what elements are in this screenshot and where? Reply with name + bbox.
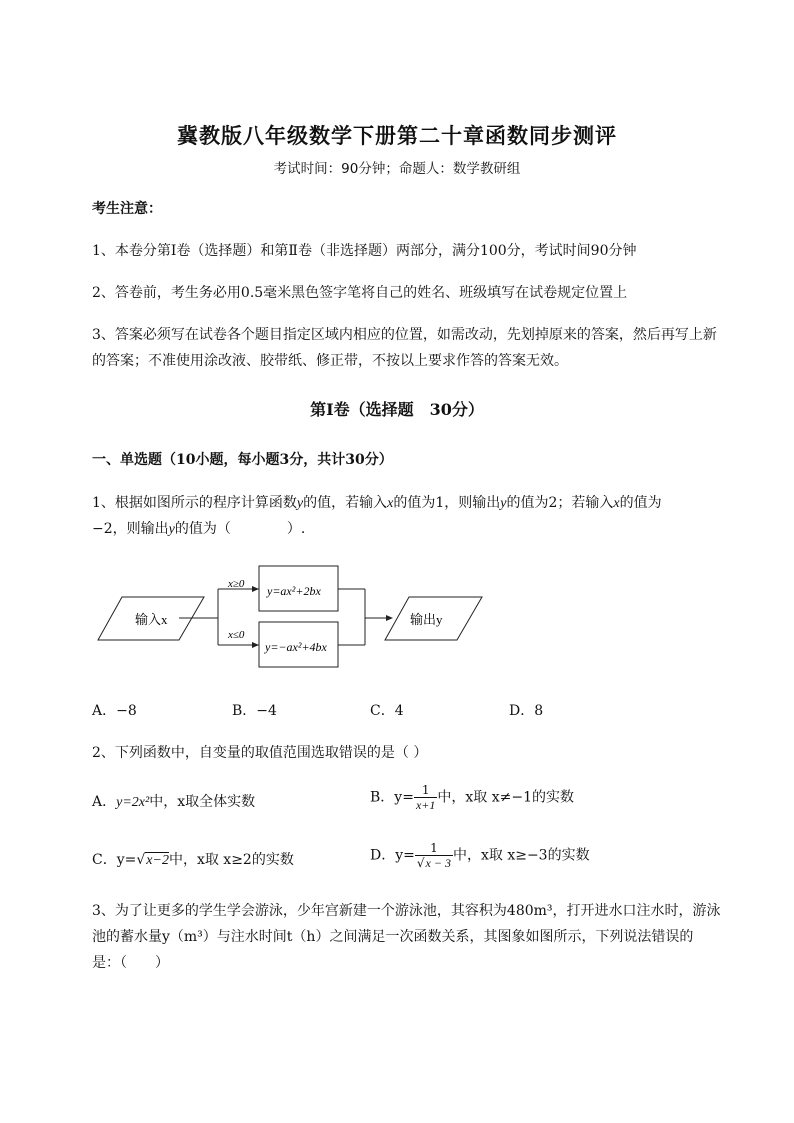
flow-cond-top: x≥0 [228, 578, 245, 590]
page-title: 冀教版八年级数学下册第二十章函数同步测评 [177, 123, 617, 148]
q2-option-b: B．y= $\frac{1}{x+1}$ 中，x取 x≠−1的实数 [370, 783, 574, 812]
flow-cond-bottom: x≤0 [228, 629, 245, 641]
notice-item-1: 1、本卷分第I卷（选择题）和第Ⅱ卷（非选择题）两部分，满分100分，考试时间90分钟 [92, 243, 637, 259]
question-1-line-1: 1、根据如图所示的程序计算函数y的值，若输入x的值为1，则输出y的值为2；若输入x的值为 [92, 495, 662, 511]
part-title: 一、单选题（10小题，每小题3分，共计30分） [92, 452, 393, 468]
flow-output-label: 输出y [410, 612, 443, 627]
question-3-line-1: 3、为了让更多的学生学会游泳，少年宫新建一个游泳池，其容积为480m³，打开进水口注水时，游泳 [92, 903, 721, 919]
q2-option-c: C．y=√x−2中，x取 x≥2的实数 [92, 852, 294, 868]
notice-item-3: 3、答案必须写在试卷各个题目指定区域内相应的位置，如需改动，先划掉原来的答案，然后再写上新 [92, 327, 717, 343]
flow-formula-top: y=ax²+2bx [267, 584, 321, 598]
q1-option-c: C．4 [370, 703, 404, 719]
flow-formula-bottom: y=−ax²+4bx [265, 640, 327, 654]
q1-option-b: B．−4 [232, 703, 277, 719]
q1-option-d: D．8 [509, 703, 544, 719]
exam-info: 考试时间：90分钟；命题人：数学教研组 [273, 161, 521, 177]
notice-heading: 考生注意： [92, 201, 162, 217]
q1-option-a: A．−8 [92, 703, 137, 719]
q2-option-a: A．y=2x²中，x取全体实数 [92, 794, 256, 810]
flow-input-label: 输入x [135, 612, 168, 627]
section-title: 第I卷（选择题 30分） [310, 400, 484, 419]
notice-item-2: 2、答卷前，考生务必用0.5毫米黑色签字笔将自己的姓名、班级填写在试卷规定位置上 [92, 285, 628, 301]
flowchart-diagram [95, 560, 490, 672]
notice-item-3-cont: 的答案；不准使用涂改液、胶带纸、修正带，不按以上要求作答的答案无效。 [92, 353, 568, 369]
question-1-line-2: −2，则输出y的值为（ ）. [92, 521, 306, 537]
question-3-line-3: 是：（ ） [92, 955, 169, 971]
question-2-stem: 2、下列函数中，自变量的取值范围选取错误的是（ ） [92, 745, 428, 761]
question-3-line-2: 池的蓄水量y（m³）与注水时间t（h）之间满足一次函数关系，其图象如图所示，下列说法错误的 [92, 929, 694, 945]
q2-option-d: D．y= $\frac{1}{√x - 3}$ 中，x取 x≥−3的实数 [370, 841, 590, 870]
